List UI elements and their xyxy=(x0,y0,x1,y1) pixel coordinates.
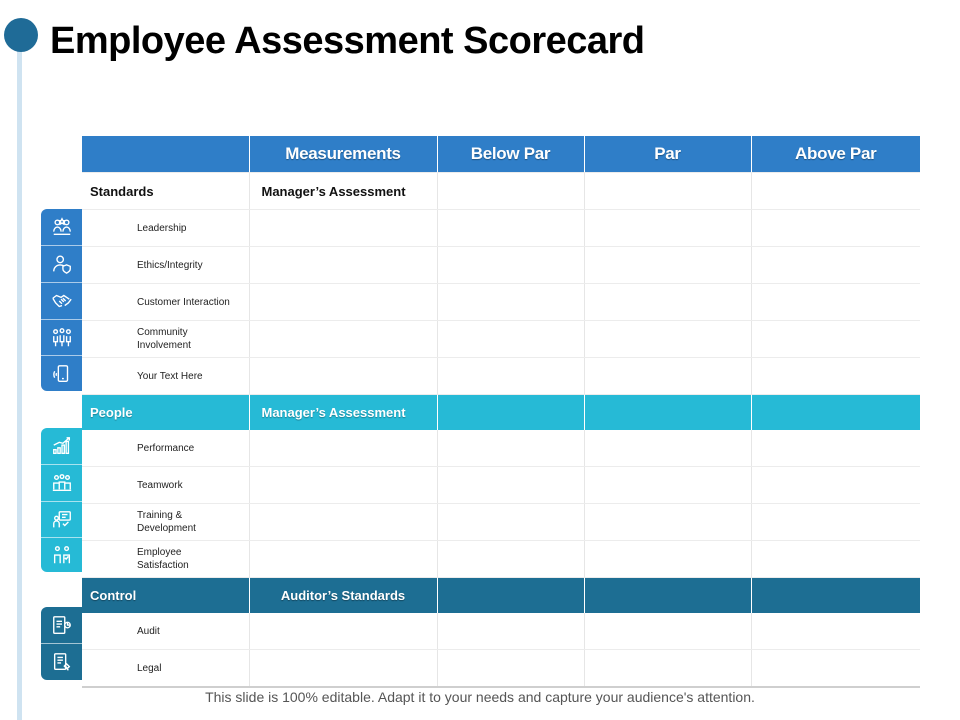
row-label: Ethics/Integrity xyxy=(82,247,249,284)
scorecard-table xyxy=(82,136,920,688)
measure-cell[interactable] xyxy=(249,247,437,284)
score-cell[interactable] xyxy=(437,247,584,284)
header-above-par: Above Par xyxy=(751,136,920,173)
score-cell[interactable] xyxy=(751,358,920,395)
score-cell[interactable] xyxy=(584,541,751,578)
row-label: Community Involvement xyxy=(82,321,249,358)
bar-growth-icon xyxy=(41,428,82,464)
table-row xyxy=(82,321,920,358)
score-cell[interactable] xyxy=(751,430,920,467)
people-section-label: People xyxy=(82,395,249,431)
team-group-icon xyxy=(41,465,82,501)
row-label: Legal xyxy=(82,650,249,688)
score-cell[interactable] xyxy=(584,650,751,688)
row-label: Performance xyxy=(82,430,249,467)
mobile-phone-icon xyxy=(41,356,82,391)
people-icon-column xyxy=(41,428,82,572)
handshake-icon xyxy=(41,283,82,319)
footer-note: This slide is 100% editable. Adapt it to your needs and capture your audience's attention. xyxy=(205,689,755,705)
score-cell[interactable] xyxy=(584,467,751,504)
row-label[interactable]: Your Text Here xyxy=(82,358,249,395)
measure-cell[interactable] xyxy=(249,467,437,504)
measure-cell[interactable] xyxy=(249,430,437,467)
header-par: Par xyxy=(584,136,751,173)
table-row xyxy=(82,284,920,321)
satisfied-employee-icon xyxy=(41,538,82,572)
community-group-icon xyxy=(41,320,82,355)
score-cell[interactable] xyxy=(751,613,920,650)
page-title: Employee Assessment Scorecard xyxy=(50,20,645,62)
score-cell[interactable] xyxy=(437,504,584,541)
score-cell[interactable] xyxy=(437,321,584,358)
score-cell[interactable] xyxy=(751,321,920,358)
score-cell[interactable] xyxy=(751,650,920,688)
person-shield-icon xyxy=(41,246,82,282)
header-measurements: Measurements xyxy=(249,136,437,173)
table-row xyxy=(82,358,920,395)
measure-cell[interactable] xyxy=(249,541,437,578)
standards-section-row xyxy=(82,173,920,210)
score-cell[interactable] xyxy=(437,578,584,614)
score-cell[interactable] xyxy=(584,358,751,395)
table-row xyxy=(82,650,920,688)
table-row xyxy=(82,541,920,578)
score-cell[interactable] xyxy=(584,284,751,321)
row-label: Leadership xyxy=(82,210,249,247)
score-cell[interactable] xyxy=(584,395,751,431)
score-cell[interactable] xyxy=(437,358,584,395)
control-measure-label: Auditor’s Standards xyxy=(249,578,437,614)
header-below-par: Below Par xyxy=(437,136,584,173)
measure-cell[interactable] xyxy=(249,210,437,247)
control-icon-column xyxy=(41,607,82,680)
score-cell[interactable] xyxy=(437,541,584,578)
people-section-row xyxy=(82,395,920,431)
table-row xyxy=(82,613,920,650)
score-cell[interactable] xyxy=(437,395,584,431)
score-cell[interactable] xyxy=(584,173,751,210)
measure-cell[interactable] xyxy=(249,613,437,650)
score-cell[interactable] xyxy=(584,210,751,247)
row-label: Audit xyxy=(82,613,249,650)
score-cell[interactable] xyxy=(584,504,751,541)
score-cell[interactable] xyxy=(437,650,584,688)
standards-section-label: Standards xyxy=(82,173,249,210)
measure-cell[interactable] xyxy=(249,504,437,541)
score-cell[interactable] xyxy=(751,247,920,284)
table-row xyxy=(82,247,920,284)
score-cell[interactable] xyxy=(751,541,920,578)
header-blank-cell xyxy=(82,136,249,173)
score-cell[interactable] xyxy=(584,613,751,650)
score-cell[interactable] xyxy=(751,210,920,247)
measure-cell[interactable] xyxy=(249,650,437,688)
measure-cell[interactable] xyxy=(249,321,437,358)
score-cell[interactable] xyxy=(751,173,920,210)
table-row xyxy=(82,467,920,504)
score-cell[interactable] xyxy=(751,578,920,614)
table-row xyxy=(82,504,920,541)
training-board-icon xyxy=(41,502,82,537)
measure-cell[interactable] xyxy=(249,358,437,395)
header-row xyxy=(82,136,920,173)
accent-dot xyxy=(4,18,38,52)
control-section-row xyxy=(82,578,920,614)
standards-icon-column xyxy=(41,209,82,391)
row-label: Customer Interaction xyxy=(82,284,249,321)
score-cell[interactable] xyxy=(437,467,584,504)
score-cell[interactable] xyxy=(751,467,920,504)
score-cell[interactable] xyxy=(751,395,920,431)
score-cell[interactable] xyxy=(437,430,584,467)
table-row xyxy=(82,430,920,467)
score-cell[interactable] xyxy=(584,321,751,358)
left-accent-bar xyxy=(17,40,22,720)
legal-document-icon xyxy=(41,644,82,680)
table-row xyxy=(82,210,920,247)
control-section-label: Control xyxy=(82,578,249,614)
score-cell[interactable] xyxy=(437,613,584,650)
score-cell[interactable] xyxy=(751,284,920,321)
score-cell[interactable] xyxy=(437,210,584,247)
row-label: Training & Development xyxy=(82,504,249,541)
score-cell[interactable] xyxy=(584,578,751,614)
score-cell[interactable] xyxy=(437,173,584,210)
measure-cell[interactable] xyxy=(249,284,437,321)
standards-measure-label: Manager’s Assessment xyxy=(249,173,437,210)
row-label: Teamwork xyxy=(82,467,249,504)
score-cell[interactable] xyxy=(437,284,584,321)
audit-chart-icon xyxy=(41,607,82,643)
score-cell[interactable] xyxy=(584,247,751,284)
people-measure-label: Manager’s Assessment xyxy=(249,395,437,431)
score-cell[interactable] xyxy=(751,504,920,541)
team-leader-icon xyxy=(41,209,82,245)
row-label: Employee Satisfaction xyxy=(82,541,249,578)
score-cell[interactable] xyxy=(584,430,751,467)
